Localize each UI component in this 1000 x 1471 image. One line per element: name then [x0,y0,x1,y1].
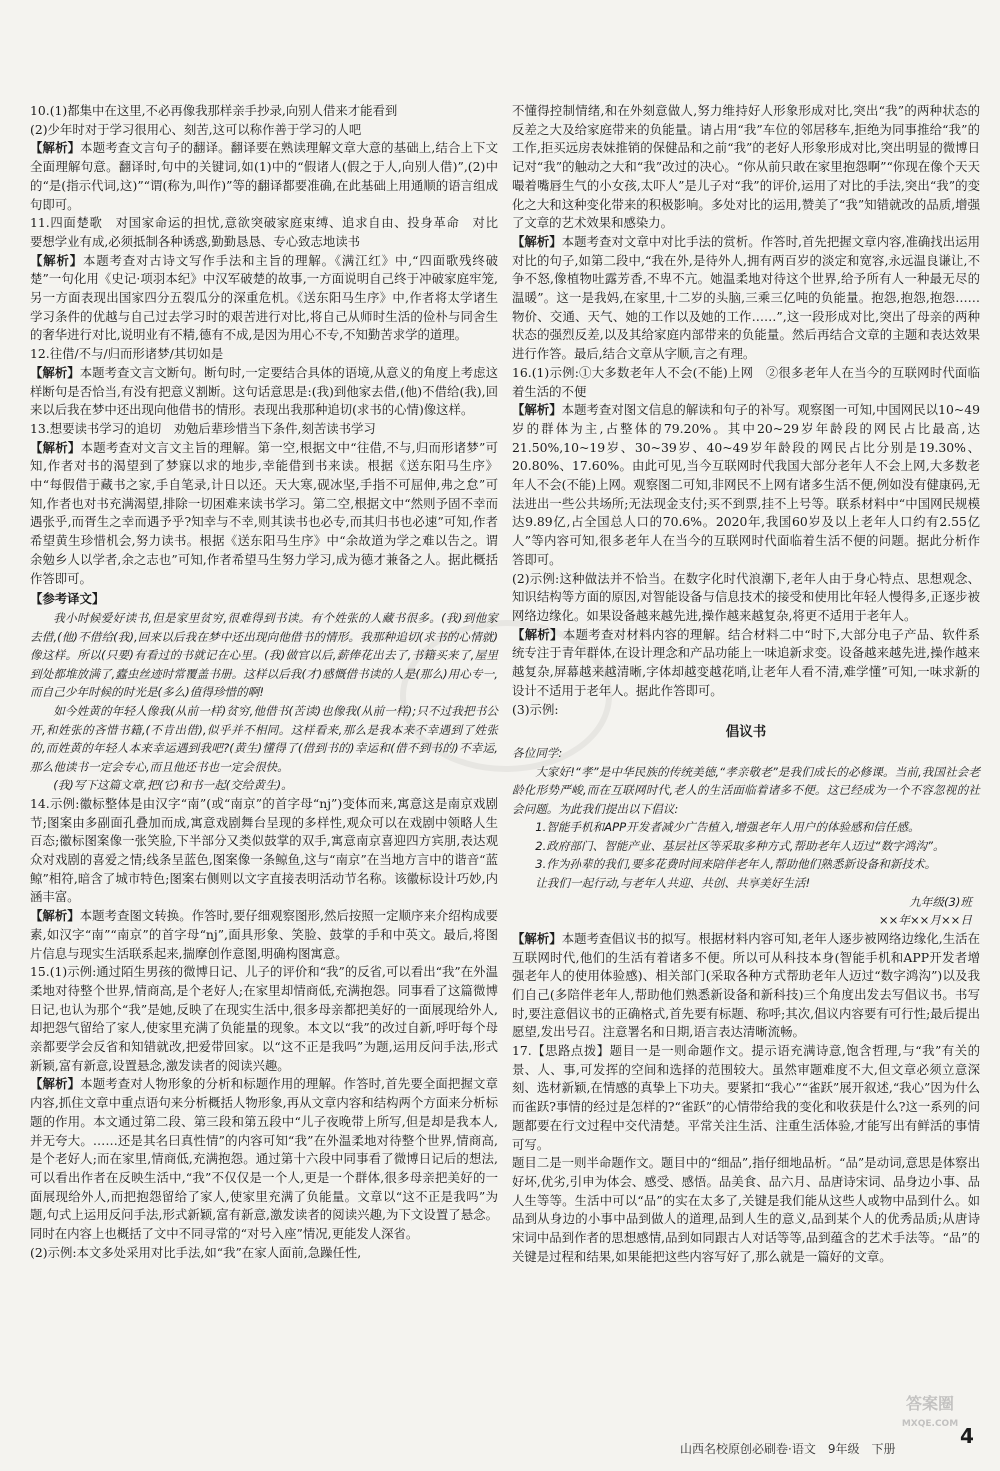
item-number: 12. [30,346,50,362]
answer-text: (3)示例: [512,701,559,717]
letter-paragraph: 让我们一起行动,与老年人共迎、共创、共享美好生活! [535,876,811,891]
analysis-text: 本题考查文言句子的翻译。翻译要在熟读理解文章大意的基础上,结合上下文全面理解句意。翻译时,句中的关键词,如(1)中的“假诸人(假之于人,向别人借)”,(2)中的“是(指示代词,这)”“谓(称为,叫作)”等的翻译都要准确,在此基础上用通顺的语言组成句即可。 [30,140,498,212]
analysis-tag: 【解析】 [512,930,562,946]
answer-text: 不懂得控制情绪,和在外刻意做人,努力维持好人形象形成对比,突出“我”的两种状态的反差之大及给家庭带来的负能量。请占用“我”车位的邻居移车,拒绝为同事推给“我”的工作,拒买远房表妹推销的保健品和之前“我”的老好人形象形成对比,突出明显的微博日记对“我”的触动之大和“我”改过的决心。“你从前只敢在家里抱怨啊”“你现在像个天天嘬着嘴唇生气的小女孩,太吓人”是儿子对“我”的评价,运用了对比的手法,突出“我”的变化之大和这种变化带来的积极影响。多处对比的运用,赞美了“我”知错就改的品质,增强了文章的艺术效果和感染力。 [512,103,980,231]
analysis-tag: 【解析】 [30,908,80,924]
watermark-logo-text: 答案圈 [905,1394,954,1413]
analysis-text: 本题考查文言文断句。断句时,一定要结合具体的语境,从意义的角度上考虑这样断句是否恰当,有没有把意义割断。这句话意思是:(我)到他家去借,(他)不借给(我),回来以后我在梦中还出现向他借书的情形。表现出我那种追切(求书的心情)像这样。 [30,364,498,418]
translation-paragraph: (我)写下这篇文章,把(它)和书一起(交给黄生)。 [53,778,293,793]
watermark-logo [878,1390,982,1446]
answer-line: 往借/不与/归而形诸梦/其切如是 [49,346,224,362]
analysis-block [512,401,980,569]
answer-item [512,1042,980,1154]
analysis-text: 本题考查对图文信息的解读和句子的补写。观察图一可知,中国网民以10~49岁的群体为主,占整体的79.20%。其中20~29岁年龄段的网民占比最高,达21.50%,10~19岁、30~39岁、40~49岁年龄段的网民占比分别是19.30%、20.80%、17.60%。由此可见,当今互联网时代我国大部分老年人不会上网,大多数老年人不会(不能)上网。观察图二可知,非网民不上网有诸多生活不便,例如没有健康码,无法进出一些公共场所;无法现金支付;买不到票,挂不上号等。联系材料中“中国网民规模达9.89亿,占全国总人口的70.6%。2020年,我国60岁及以上老年人口约有2.55亿人”等内容可知,很多老年人在当今的互联网时代面临着生活不便的问题。据此分析作答即可。 [512,402,981,567]
analysis-block [30,907,498,963]
item-number: 15. [30,964,50,980]
analysis-tag: 【解析】 [30,252,84,268]
analysis-tag: 【解析】 [512,402,562,418]
analysis-text: 本题考查对材料内容的理解。结合材料二中“时下,大部分电子产品、软件系统专注于青年群体,在设计理念和产品功能上一味追新求变。设备越来越先进,操作越来越复杂,屏幕越来越清晰,字体却越变越花哨,让老年人看不清,难学懂”可知,一味求新的设计不适用于老年人。据此作答即可。 [512,626,980,698]
answer-line: 想要读书学习的追切 劝勉后辈珍惜当下条件,刻苦读书学习 [49,420,376,436]
analysis-block [30,1075,498,1243]
answer-item [30,345,498,364]
analysis-block [30,439,498,589]
analysis-text: 本题考查对文章中对比手法的赏析。作答时,首先把握文章内容,准确找出运用对比的句子,如第二段中,“我在外,是待外人,拥有两百岁的淡定和宽容,永远温良谦让,不争不怒,像植物吐露芳香,不卑不亢。她温柔地对待这个世界,给予所有人一种最无尽的温暖”。这一是我妈,在家里,十二岁的头脑,三乘三亿吨的负能量。抱怨,抱怨,抱怨……物价、交通、天气、她的工作以及她的工作……”,这一段形成对比,突出了母亲的两种状态的强烈反差,以及其给家庭内部带来的负能量。然后再结合文章的主题和表达效果进行作答。最后,结合文章从字顺,言之有理。 [512,233,980,362]
analysis-tag: 【解析】 [512,233,562,249]
analysis-text: 本题考查图文转换。作答时,要仔细观察图形,然后按照一定顺序来介绍构成要素,如汉字“南”“南京”的首字母“nj”,面具形象、笑脸、鼓掌的手和中英文。最后,将图片信息与现实生活联系起来,揣摩创作意图,明确构图寓意。 [30,908,498,961]
analysis-block [30,252,498,346]
analysis-text: 本题考查倡议书的拟写。根据材料内容可知,老年人逐步被网络边缘化,生活在互联网时代,他们的生活有着诸多不便。所以可从科技本身(智能手机和APP开发者增强老年人的使用体验感)、相关部门(采取各种方式帮助老年人迈过“数字鸿沟”)以及我们自己(多陪伴老年人,帮助他们熟悉新设备和新科技)三个角度出发去写倡议书。书写时,要注意倡议书的正确格式,首先要有标题、称呼;其次,倡议内容要有可行性;最后提出愿望,发出号召。注意署名和日期,语言表达清晰流畅。 [512,930,980,1040]
answer-item [30,795,498,907]
analysis-tag: 【解析】 [30,140,81,156]
analysis-block [512,626,980,701]
answer-line: (1)示例:通过陌生男孩的微博日记、儿子的评价和“我”的反省,可以看出“我”在外温柔地对待整个世界,情商高,是个老好人;在家里却情商低,充满抱怨。同事看了这篇微博日记,也认为那个“我”是她,反映了在现实生活中,很多母亲都把美好的一面展现给外人,却把怨气留给了家人,使家里充满了负能量的现象。本文以“我”的改过自新,呼吁每个母亲都要学会反省和知错就改,把爱带回家。以“这不正是我吗”为题,运用反问手法,形式新颖,富有新意,设置悬念,激发读者的阅读兴趣。 [30,964,498,1073]
answer-line: 示例:徽标整体是由汉字“南”(或“南京”的首字母“nj”)变体而来,寓意这是南京戏剧节;图案由多副面孔叠加而成,寓意戏剧舞台呈现的多样性,观众可以在戏剧中领略人生百态;徽标图案像一张笑脸,下半部分又类似鼓掌的双手,寓意南京喜迎四方宾朋,表达观众对戏剧的喜爱之情;线条呈蓝色,图案像一条鲸鱼,这与“南京”在当地方言中的谐音“蓝鲸”相符,暗含了城市特色;图案右侧则以文字直接表明活动节名称。该徽标设计巧妙,内涵丰富。 [30,795,498,905]
item-number: 16. [512,364,532,380]
left-column [30,102,511,1263]
page-number: 4 [960,1424,974,1448]
answer-line: (1)示例:①大多数老年人不会(不能)上网 ②很多老年人在当今的互联网时代面临着生活的不便 [512,364,980,399]
analysis-text: 本题考查对人物形象的分析和标题作用的理解。作答时,首先要全面把握文章内容,抓住文章中重点语句来分析概括人物形象,再从文章内容和结构两个方面来分析标题的作用。本文通过第二段、第三段和第五段中“儿子夜晚带上所写,但是却是我本人,并无夸大。……还是其名曰真性情”的内容可知“我”在外温柔地对待整个世界,情商高,是个老好人;而在家里,情商低,充满抱怨。通过第十六段中同事看了微博日记后的想法,可以看出作者在反映生活中,“我”不仅仅是一个人,更是一个群体,很多母亲把美好的一面展现给外人,而把抱怨留给了家人,使家里充满了负能量。文章以“这不正是我吗”为题,句式上运用反问手法,形式新颖,富有新意,激发读者的阅读兴趣,为下文设置了悬念。同时在内容上也概括了文中不同寻常的“对号入座”情况,更能发人深省。 [30,1076,498,1242]
analysis-text: 本题考查对文言文主旨的理解。第一空,根据文中“往借,不与,归而形诸梦”可知,作者对书的渴望到了梦寐以求的地步,幸能借到书来读。根据《送东阳马生序》中“每假借于藏书之家,手自笔录,计日以还。天大寒,砚冰坚,手指不可屈伸,弗之怠”可知,作者也对书充满渴望,排除一切困难来读书学习。第二空,根据文中“然则予固不幸而遇张乎,而胥生之幸而遇予乎?知幸与不幸,则其读书也必专,而其归书也必速”可知,作者希望黄生珍惜机会,努力读书。根据《送东阳马生序》中“余故道为学之难以告之。谓余勉乡人以学者,余之志也”可知,作者希望马生努力学习,成为德才兼备之人。据此概括作答即可。 [30,439,499,586]
answer-item [30,214,511,251]
answer-item [30,102,498,139]
letter-paragraph: 大家好!“孝”是中华民族的传统美德,“孝亲敬老”是我们成长的必修课。当前,我国社会老龄化形势严峻,而在互联网时代,老人的生活面临着诸多不便。这已经成为一个不容忽视的社会问题。为此我们提出以下倡议: [512,764,980,816]
translation-paragraph: 如今姓黄的年轻人像我(从前一样)贫穷,他借书(苦读)也像我(从前一样);只不过我把书公开,和姓张的吝惜书籍,(不肯出借),似乎并不相同。这样看来,那么是我本来不幸遇到了姓张的,而姓黄的年轻人本来幸运遇到我吧?(黄生)懂得了(借到书的)幸运和(借不到书的)不幸运,那么他读书一定会专心,而且他还书也一定会很快。 [30,703,498,774]
answer-line: 四面楚歌 对国家命运的担忧,意欲突破家庭束缚、追求自由、投身革命 对比 要想学业有成,必须抵制各种诱惑,勤勤恳恳、专心致志地读书 [30,215,511,249]
analysis-block [30,139,498,214]
analysis-block [512,930,980,1042]
analysis-tag: 【解析】 [30,439,81,455]
answer-line: (2)少年时对于学习很用心、刻苦,这可以称作善于学习的人吧 [30,121,362,137]
item-number: 10. [30,103,50,118]
answer-item [30,963,498,1075]
answer-item [512,364,980,401]
page-footer: 山西名校原创必刷卷·语文 9年级 下册 [680,1442,896,1456]
letter-date: ××年××月××日 [878,913,972,928]
answer-line: (1)都集中在这里,不必再像我那样亲手抄录,向别人借来才能看到 [49,103,398,118]
letter-signature: 九年级(3)班 [909,894,972,909]
proposal-letter [512,744,980,930]
item-number: 11. [30,215,50,231]
item-number: 17. [512,1043,532,1059]
analysis-tag: 【解析】 [30,364,80,380]
analysis-block [30,364,498,420]
answer-item [30,420,498,439]
analysis-block [512,233,980,364]
letter-paragraph: 1.智能手机和APP开发者减少广告植入,增强老年人用户的体验感和信任感。 [535,820,920,835]
item-number: 14. [30,795,50,811]
letter-paragraph: 2.政府部门、智能产业、基层社区等采取多种方式,帮助老年人迈过“数字鸿沟”。 [535,838,945,853]
reference-translation-heading: 【参考译文】 [30,591,105,607]
answer-line: 【思路点拨】题目一是一则命题作文。提示语充满诗意,饱含哲理,与“我”有关的景、人、事,可发挥的空间和选择的范围较大。虽然审题难度不大,但文章必须立意深刻、选材新颖,在情感的真挚上下功夫。要紧扣“我心”“雀跃”展开叙述,“我心”因为什么而雀跃?事情的经过是怎样的?“雀跃”的心情带给我的变化和收获是什么?这一系列的问题都要在行文过程中交代清楚。平常关注生活、注重生活体验,才能写出有鲜活的事情可写。 [512,1043,980,1152]
letter-greeting: 各位同学: [512,745,563,760]
analysis-tag: 【解析】 [512,626,563,642]
translation-paragraph: 我小时候爱好读书,但是家里贫穷,很难得到书读。有个姓张的人藏书很多。(我)到他家去借,(他)不借给(我),回来以后我在梦中还出现向他借书的情形。我那种追切(求书的心情就)像这样。所以(只要)有看过的书就记在心里。(我)做官以后,薪俸花出去了,书籍买来了,屋里到处都堆放满了,蠹虫丝迹时常覆盖书册。这样以后我(才)感慨借书读的人是(那么)用心专一,而自己少年时候的时光是(多么)值得珍惜的啊! [30,610,498,700]
analysis-text: 本题考查对古诗文写作手法和主旨的理解。《满江红》中,“四面歌残终破楚”一句化用《史记·项羽本纪》中汉军破楚的故事,一方面说明自己终于冲破家庭牢笼,另一方面表现出国家四分五裂瓜分的深重危机。《送东阳马生序》中,作者将太学诸生学习条件的优越与自己过去学习时的艰苦进行对比,将自己从师时生活的俭朴与同舍生的奢华进行对比,说明业有不精,德有不成,是因为用心不专,不知勤苦求学的道理。 [30,252,499,343]
right-column [512,102,980,1267]
watermark-url: MXQE.COM [901,1419,959,1429]
letter-paragraph: 3.作为孙辈的我们,要多花费时间来陪伴老年人,帮助他们熟悉新设备和新技术。 [535,857,937,872]
letter-title: 倡议书 [725,724,767,741]
answer-text: (2)示例:本文多处采用对比手法,如“我”在家人面前,急躁任性, [30,1244,362,1260]
analysis-tag: 【解析】 [30,1076,81,1092]
item-number: 13. [30,420,50,436]
answer-text: (2)示例:这种做法并不恰当。在数字化时代浪潮下,老年人由于身心特点、思想观念、知识结构等方面的原因,对智能设备与信息技术的接受和使用比年轻人慢得多,正逐步被网络边缘化。如果设备越来越先进,操作越来越复杂,将更不适用于老年人。 [512,570,980,623]
answer-text: 题目二是一则半命题作文。题目中的“细品”,指仔细地品析。“品”是动词,意思是体察出好坏,优劣,引申为体会、感受、感悟。品美食、品六月、品唐诗宋词、品身边小事、品人生等等。生活中可以“品”的实在太多了,关键是我们能从这些人或物中品到什么。如品到从身边的小事中品到做人的道理,品到人生的意义,品到某个人的优秀品质;从唐诗宋词中品到作者的思想感情,品到如同跟古人对话等等,品到蕴含的艺术手法等。“品”的关键是过程和结果,如果能把这些内容写好了,那么就是一篇好的文章。 [512,1155,980,1264]
